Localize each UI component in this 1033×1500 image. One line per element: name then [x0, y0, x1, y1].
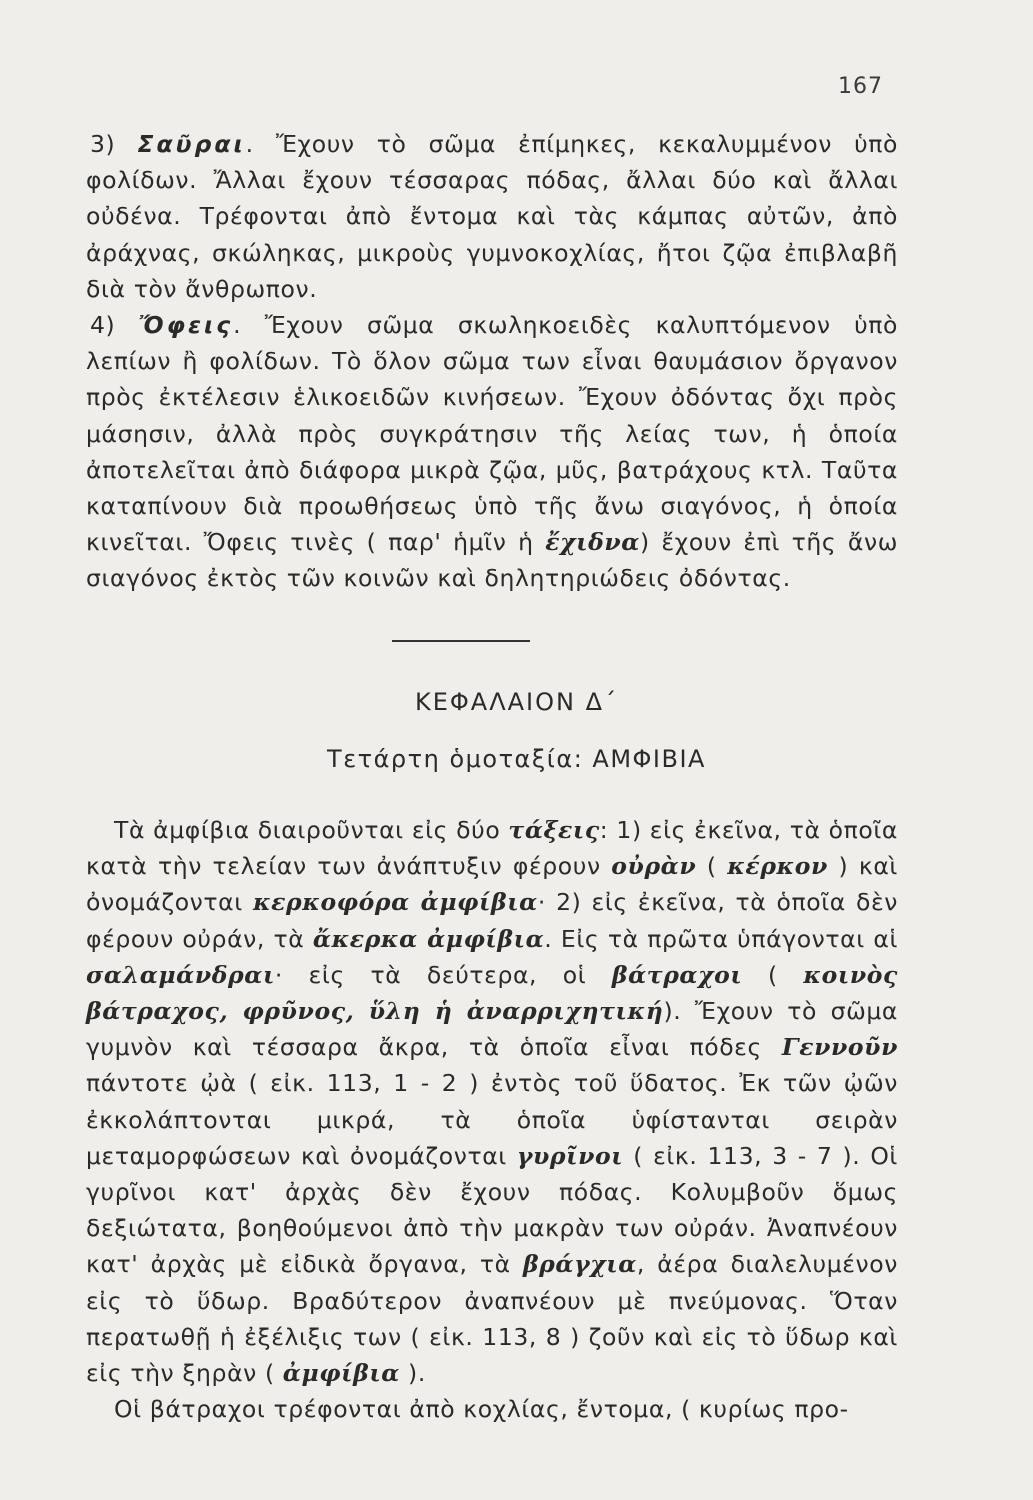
section-divider [392, 640, 530, 642]
paragraph-lizards: 3) Σαῦραι. Ἔχουν τὸ σῶμα ἐπίμηκες, κεκαλυμμένον ὑπὸ φολίδων. Ἄλλαι ἔχουν τέσσαρας πόδας, ἄλλαι δύο καὶ ἄλλαι οὐδένα. Τρέφονται ἀπὸ ἔντομα καὶ τὰς κάμπας αὐτῶν, ἀπὸ ἀράχνας, σκώληκας, μικροὺς γυμνοκοχλίας, ἤτοι ζῷα ἐπιβλαβῆ διὰ τὸν ἄνθρωπον. [86, 130, 899, 303]
chapter-subtitle: Τετάρτη ὁμοταξία: ΑΜΦΙΒΙΑ [327, 745, 706, 773]
heading-term-snakes: Ὄφεις [138, 311, 234, 340]
term-echidna: ἔχιδνα [545, 528, 640, 557]
heading-term-lizards: Σαῦραι [137, 130, 246, 158]
paragraph-frogs-diet: Οἱ βάτραχοι τρέφονται ἀπὸ κοχλίας, ἔντομα, ( κυρίως προ- [114, 1395, 849, 1424]
page-number: 167 [838, 74, 883, 99]
paragraph-amphibians-classes: Τὰ ἀμφίβια διαιροῦνται εἰς δύο τάξεις: 1) εἰς ἐκεῖνα, τὰ ὁποῖα κατὰ τὴν τελείαν των ἀνάπτυξιν φέρουν οὐρὰν ( κέρκον ) καὶ ὀνομάζονται κερκοφόρα ἀμφίβια· 2) εἰς ἐκεῖνα, τὰ ὁποῖα δὲν φέρουν οὐράν, τὰ ἄκερκα ἀμφίβια. Εἰς τὰ πρῶτα ὑπάγονται αἱ σαλαμάνδραι· εἰς τὰ δεύτερα, οἱ βάτραχοι ( κοινὸς βάτραχος, φρῦνος, ὕλη ἡ ἀναρριχητική). Ἔχουν τὸ σῶμα γυμνὸν καὶ τέσσαρα ἄκρα, τὰ ὁποῖα εἶναι πόδες Γεννοῦν πάντοτε ᾠὰ ( εἰκ. 113, 1 - 2 ) ἐντὸς τοῦ ὕδατος. Ἐκ τῶν ᾠῶν ἐκκολάπτονται μικρά, τὰ ὁποῖα ὑφίστανται σειρὰν μεταμορφώσεων καὶ ὀνομάζονται γυρῖνοι ( εἰκ. 113, 3 - 7 ). Οἱ γυρῖνοι κατ' ἀρχὰς δὲν ἔχουν πόδας. Κολυμβοῦν ὅμως δεξιώτατα, βοηθούμενοι ἀπὸ τὴν μακρὰν των οὐράν. Ἀναπνέουν κατ' ἀρχὰς μὲ εἰδικὰ ὄργανα, τὰ βράγχια, ἀέρα διαλελυμένον εἰς τὸ ὕδωρ. Βραδύτερον ἀναπνέουν μὲ πνεύμονας. Ὅταν περατωθῇ ἡ ἐξέλιξις των ( εἰκ. 113, 8 ) ζοῦν καὶ εἰς τὸ ὕδωρ καὶ εἰς τὴν ξηρὰν ( ἀμφίβια ). [86, 816, 899, 1388]
reptiles-section [86, 126, 898, 597]
chapter-title: ΚΕΦΑΛΑΙΟΝ Δ΄ [414, 688, 618, 716]
paragraph-snakes: 4) Ὄφεις. Ἔχουν σῶμα σκωληκοειδὲς καλυπτόμενον ὑπὸ λεπίων ἢ φολίδων. Τὸ ὅλον σῶμα των εἶναι θαυμάσιον ὄργανον πρὸς ἐκτέλεσιν ἑλικοειδῶν κινήσεων. Ἔχουν ὀδόντας ὄχι πρὸς μάσησιν, ἀλλὰ πρὸς συγκράτησιν τῆς λείας των, ἡ ὁποία ἀποτελεῖται ἀπὸ διάφορα μικρὰ ζῷα, μῦς, βατράχους κτλ. Ταῦτα καταπίνουν διὰ προωθήσεως ὑπὸ τῆς ἄνω σιαγόνος, ἡ ὁποία κινεῖται. Ὄφεις τινὲς ( παρ' ἡμῖν ἡ ἔχιδνα) ἔχουν ἐπὶ τῆς ἄνω σιαγόνος ἐκτὸς τῶν κοινῶν καὶ δηλητηριώδεις ὀδόντας. [86, 311, 899, 593]
amphibians-section [86, 812, 898, 1427]
